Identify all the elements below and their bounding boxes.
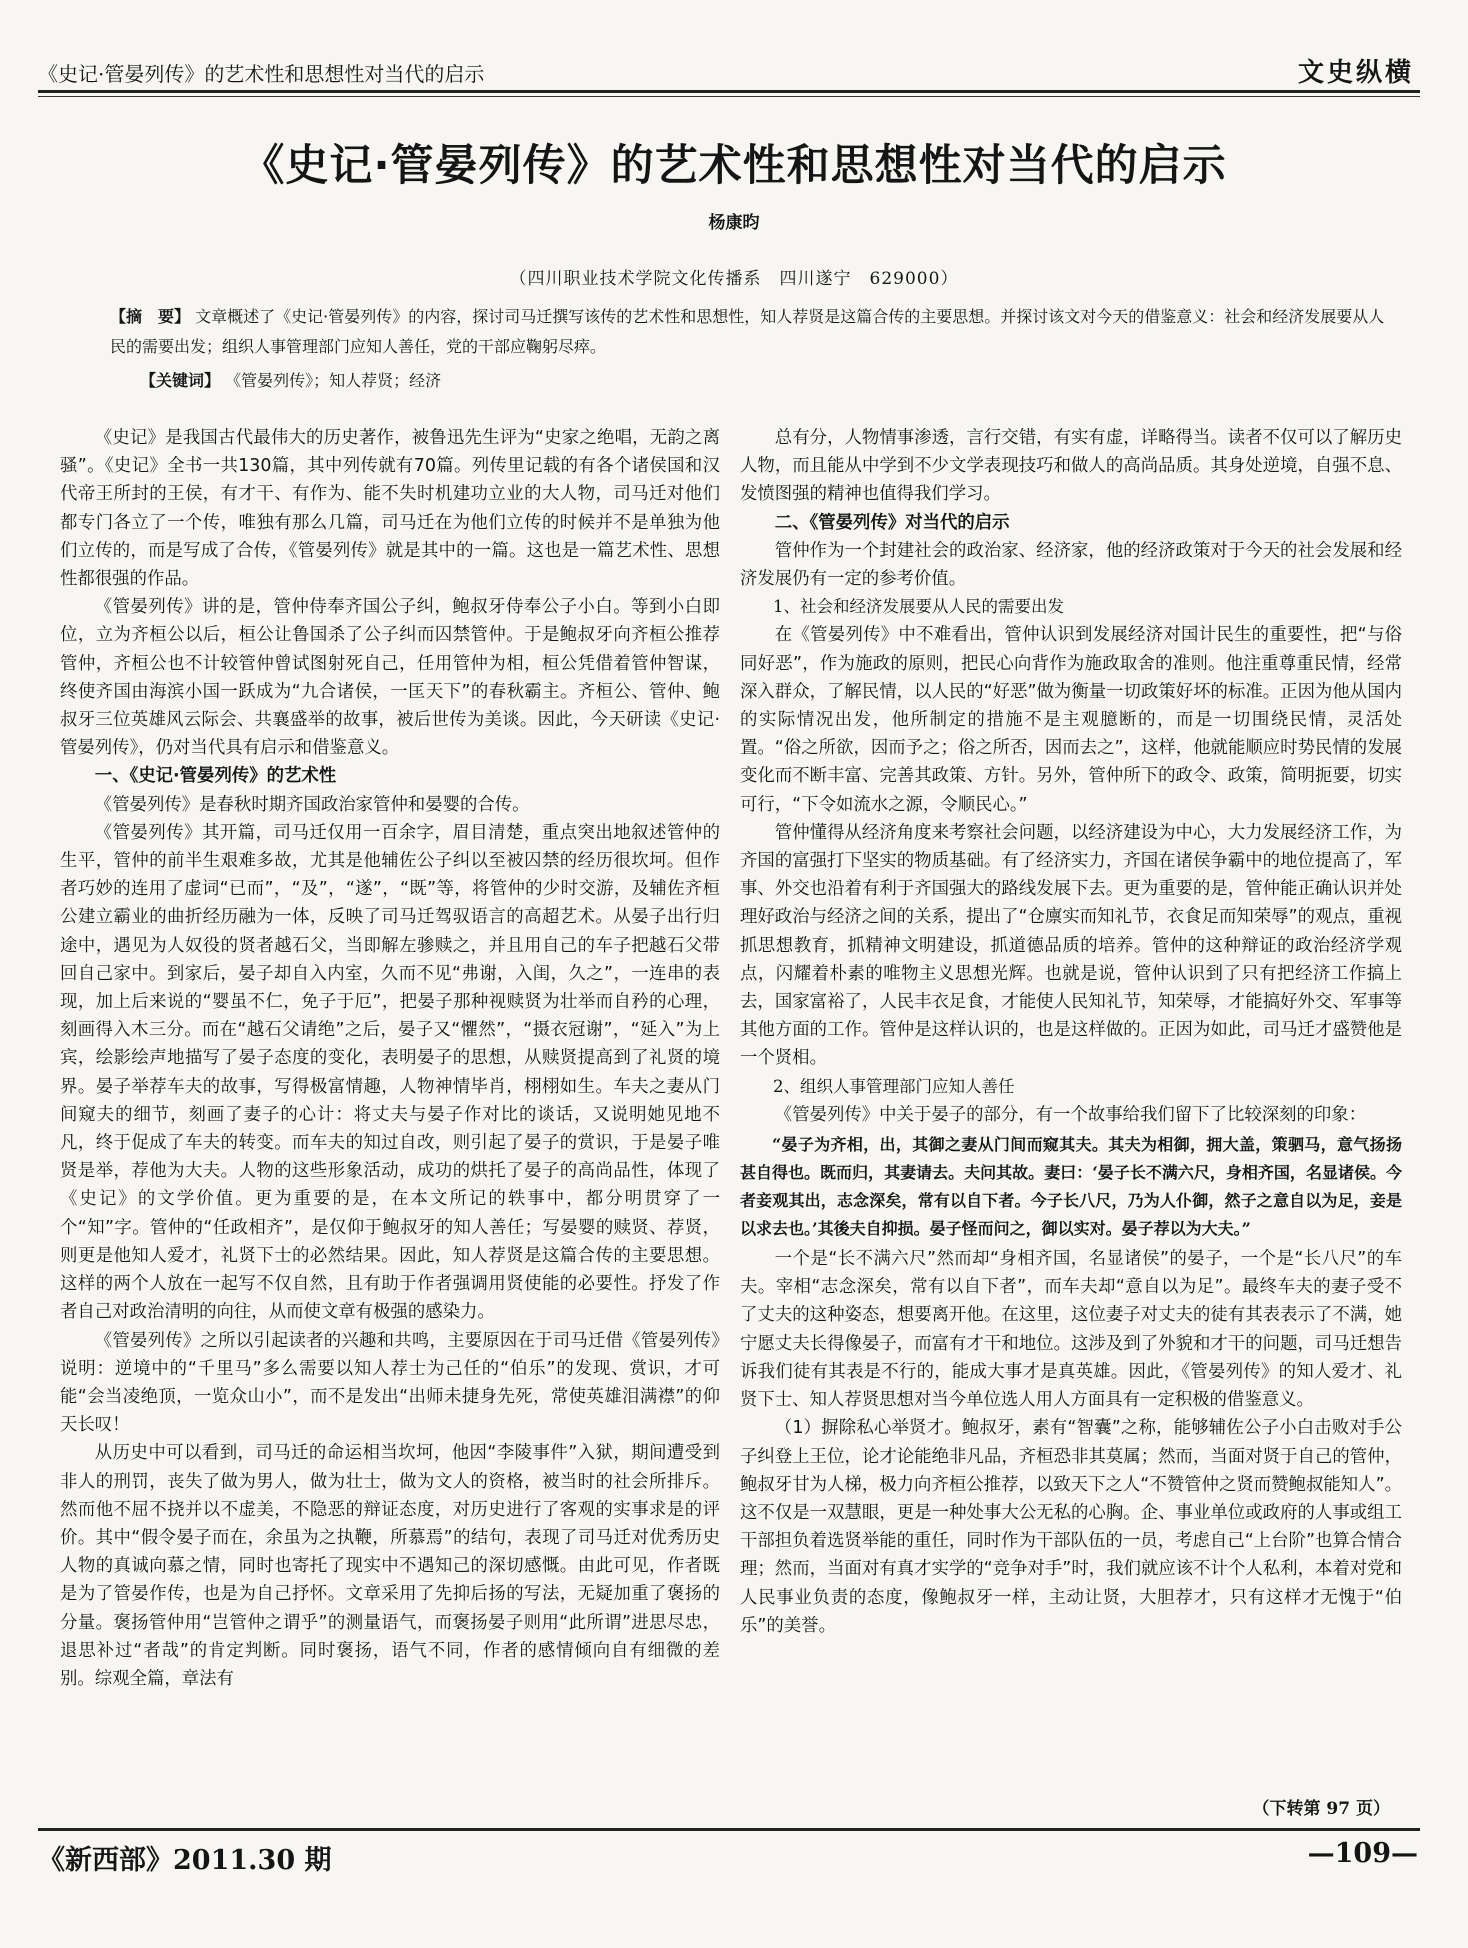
abstract [110,302,1400,362]
paragraph: 《管晏列传》其开篇，司马迁仅用一百余字，眉目清楚，重点突出地叙述管仲的生平，管仲的前半生艰难多故，尤其是他辅佐公子纠以至被囚禁的经历很坎坷。但作者巧妙的连用了虚词“已而”，“及”，“遂”，“既”等，将管仲的少时交游，及辅佐齐桓公建立霸业的曲折经历融为一体，反映了司马迁驾驭语言的高超艺术。从晏子出行归途中，遇见为人奴役的贤者越石父，当即解左骖赎之，并且用自己的车子把越石父带回自己家中。到家后，晏子却自入内室，久而不见“弗谢，入闺，久之”，一连串的表现，加上后来说的“婴虽不仁，免子于厄”，把晏子那种视赎贤为壮举而自矜的心理，刻画得入木三分。而在“越石父请绝”之后，晏子又“懼然”，“摄衣冠谢”，“延入”为上宾，绘影绘声地描写了晏子态度的变化，表明晏子的思想，从赎贤提高到了礼贤的境界。晏子举荐车夫的故事，写得极富情趣，人物神情毕肖，栩栩如生。车夫之妻从门间窥夫的细节，刻画了妻子的心计：将丈夫与晏子作对比的谈话，又说明她见地不凡，终于促成了车夫的转变。而车夫的知过自改，则引起了晏子的赏识，于是晏子唯贤是举，荐他为大夫。人物的这些形象活动，成功的烘托了晏子的高尚品性，体现了《史记》的文学价值。更为重要的是，在本文所记的轶事中，都分明贯穿了一个“知”字。管仲的“任政相齐”，是仅仰于鲍叔牙的知人善任；写晏婴的赎贤、荐贤，则更是他知人爱才，礼贤下士的必然结果。因此，知人荐贤是这篇合传的主要思想。这样的两个人放在一起写不仅自然，且有助于作者强调用贤使能的必要性。抒发了作者自己对政治清明的向往，从而使文章有极强的感染力。 [60,822,720,1323]
paragraph: 《管晏列传》讲的是，管仲侍奉齐国公子纠，鲍叔牙侍奉公子小白。等到小白即位，立为齐桓公以后，桓公让鲁国杀了公子纠而囚禁管仲。于是鲍叔牙向齐桓公推荐管仲，齐桓公也不计较管仲曾试图射死自己，任用管仲为相，桓公凭借着管仲智谋，终使齐国由海滨小国一跃成为“九合诸侯，一匡天下”的春秋霸主。齐桓公、管仲、鲍叔牙三位英雄风云际会、共襄盛举的故事，被后世传为美谈。因此，今天研读《史记·管晏列传》，仍对当代具有启示和借鉴意义。 [60,597,720,759]
page-number: —109— [1307,1838,1418,1869]
subsection-heading: 2、组织人事管理部门应知人善任 [773,1076,1015,1096]
paragraph: 《管晏列传》中关于晏子的部分，有一个故事给我们留下了比较深刻的印象： [774,1104,1367,1125]
paragraph: 从历史中可以看到，司马迁的命运相当坎坷，他因“李陵事件”入狱，期间遭受到非人的刑罚，丧失了做为男人，做为壮士，做为文人的资格，被当时的社会所排斥。然而他不屈不挠并以不虚美，不隐恶的辩证态度，对历史进行了客观的实事求是的评价。其中“假令晏子而在，余虽为之执鞭，所慕焉”的结句，表现了司马迁对优秀历史人物的真诚向慕之情，同时也寄托了现实中不遇知己的深切感慨。由此可见，作者既是为了管晏作传，也是为自己抒怀。文章采用了先抑后扬的写法，无疑加重了褒扬的分量。褒扬管仲用“岂管仲之谓乎”的测量语气，而褒扬晏子则用“此所谓”进思尽忠，退思补过“者哉”的肯定判断。同时褒扬，语气不同，作者的感情倾向自有细微的差别。综观全篇，章法有 [60,1443,720,1689]
running-header-section: 文史纵横 [1297,58,1414,88]
paragraph: 《管晏列传》是春秋时期齐国政治家管仲和晏婴的合传。 [94,794,530,815]
section-heading: 二、《管晏列传》对当代的启示 [774,512,1010,533]
paragraph: 在《管晏列传》中不难看出，管仲认识到发展经济对国计民生的重要性，把“与俗同好恶”，作为施政的原则，把民心向背作为施政取舍的准则。他注重尊重民情，经常深入群众，了解民情，以人民的“好恶”做为衡量一切政策好坏的标准。正因为他从国内的实际情况出发，他所制定的措施不是主观臆断的，而是一切围绕民情，灵活处置。“俗之所欲，因而予之；俗之所否，因而去之”，这样，他就能顺应时势民情的发展变化而不断丰富、完善其政策、方针。另外，管仲所下的政令、政策，简明扼要，切实可行，“下令如流水之源，令顺民心。” [740,625,1402,815]
keywords-label: 【关键词】 [140,371,221,390]
footer-rule [38,1828,1420,1831]
paragraph: 《史记》是我国古代最伟大的历史著作，被鲁迅先生评为“史家之绝唱，无韵之离骚”。《史记》全书一共130篇，其中列传就有70篇。列传里记载的有各个诸侯国和汉代帝王所封的王侯，有才干、有作为、能不失时机建功立业的大人物，司马迁对他们都专门各立了一个传，唯独有那么几篇，司马迁在为他们立传的时候并不是单独为他们立传的，而是写成了合传，《管晏列传》就是其中的一篇。这也是一篇艺术性、思想性都很强的作品。 [60,428,720,590]
paragraph: 一个是“长不满六尺”然而却“身相齐国，名显诸侯”的晏子，一个是“长八尺”的车夫。宰相“志念深矣，常有以自下者”，而车夫却“意自以为足”。最终车夫的妻子受不了丈夫的这种姿态，想要离开他。在这里，这位妻子对丈夫的徒有其表表示了不满，她宁愿丈夫长得像晏子，而富有才干和地位。这涉及到了外貌和才干的问题，司马迁想告诉我们徒有其表是不行的，能成大事才是真英雄。因此，《管晏列传》的知人爱才、礼贤下士、知人荐贤思想对当今单位选人用人方面具有一定积极的借鉴意义。 [740,1249,1402,1411]
paragraph: 管仲作为一个封建社会的政治家、经济家，他的经济政策对于今天的社会发展和经济发展仍有一定的参考价值。 [740,540,1402,590]
abstract-text: 文章概述了《史记·管晏列传》的内容，探讨司马迁撰写该传的艺术性和思想性，知人荐贤是这篇合传的主要思想。并探讨该文对今天的借鉴意义：社会和经济发展要从人民的需要出发；组织人事管理部门应知人善任，党的干部应鞠躬尽瘁。 [110,307,1385,356]
abstract-label: 【摘 要】 [110,307,191,326]
body-column-right [740,424,1402,1640]
article-author: 杨康昀 [708,213,760,233]
header-rule-thin [38,96,1420,97]
subsection-heading: 1、社会和经济发展要从人民的需要出发 [773,597,1064,617]
running-header [38,52,1418,86]
section-heading: 一、《史记·管晏列传》的艺术性 [94,766,337,787]
paragraph: （1）摒除私心举贤才。鲍叔牙，素有“智囊”之称，能够辅佐公子小白击败对手公子纠登上王位，论才论能绝非凡品，齐桓恐非其莫属；然而，当面对贤于自己的管仲，鲍叔牙甘为人梯，极力向齐桓公推荐，以致天下之人“不赞管仲之贤而赞鲍叔能知人”。这不仅是一双慧眼，更是一种处事大公无私的心胸。企、事业单位或政府的人事或组工干部担负着选贤举能的重任，同时作为干部队伍的一员，考虑自己“上台阶”也算合情合理；然而，当面对有真才实学的“竞争对手”时，我们就应该不计个人私利，本着对党和人民事业负责的态度，像鲍叔牙一样，主动让贤，大胆荐才，只有这样才无愧于“伯乐”的美誉。 [740,1418,1402,1636]
article-title: 《史记·管晏列传》的艺术性和思想性对当代的启示 [241,141,1227,191]
paragraph: 管仲懂得从经济角度来考察社会问题，以经济建设为中心，大力发展经济工作，为齐国的富强打下坚实的物质基础。有了经济实力，齐国在诸侯争霸中的地位提高了，军事、外交也沿着有利于齐国强大的路线发展下去。更为重要的是，管仲能正确认识并处理好政治与经济之间的关系，提出了“仓廪实而知礼节，衣食足而知荣辱”的观点，重视抓思想教育，抓精神文明建设，抓道德品质的培养。管仲的这种辩证的政治经济学观点，闪耀着朴素的唯物主义思想光辉。也就是说，管仲认识到了只有把经济工作搞上去，国家富裕了，人民丰衣足食，才能使人民知礼节，知荣辱，才能搞好外交、军事等其他方面的工作。管仲是这样认识的，也是这样做的。正因为如此，司马迁才盛赞他是一个贤相。 [740,822,1402,1069]
block-quote: “晏子为齐相，出，其御之妻从门间而窥其夫。其夫为相御，拥大盖，策驷马，意气扬扬甚自得也。既而归，其妻请去。夫问其故。妻曰：‘晏子长不满六尺，身相齐国，名显诸侯。今者妾观其出，志念深矣，常有以自下者。今子长八尺，乃为人仆御，然子之意自以为足，妾是以求去也。’其後夫自抑损。晏子怪而问之，御以实对。晏子荐以为大夫。” [740,1135,1402,1239]
keywords [140,366,1390,396]
paragraph: 总有分，人物情事渗透，言行交错，有实有虚，详略得当。读者不仅可以了解历史人物，而且能从中学到不少文学表现技巧和做人的高尚品质。其身处逆境，自强不息、发愤图强的精神也值得我们学习。 [740,428,1402,505]
body-column-left [60,424,720,1693]
continued-note: （下转第 97 页） [1252,1799,1390,1819]
header-rule-thick [38,90,1420,93]
author-affiliation: （四川职业技术学院文化传播系 四川遂宁 629000） [509,269,959,289]
running-header-title: 《史记·管晏列传》的艺术性和思想性对当代的启示 [38,62,485,86]
journal-issue: 《新西部》2011.30 期 [38,1845,332,1876]
paragraph: 《管晏列传》之所以引起读者的兴趣和共鸣，主要原因在于司马迁借《管晏列传》说明：逆境中的“千里马”多么需要以知人荐士为己任的“伯乐”的发现、赏识，才可能“会当凌绝顶，一览众山小”，而不是发出“出师未捷身先死，常使英雄泪满襟”的仰天长叹！ [60,1330,720,1436]
keywords-text: 《管晏列传》；知人荐贤；经济 [225,371,442,390]
